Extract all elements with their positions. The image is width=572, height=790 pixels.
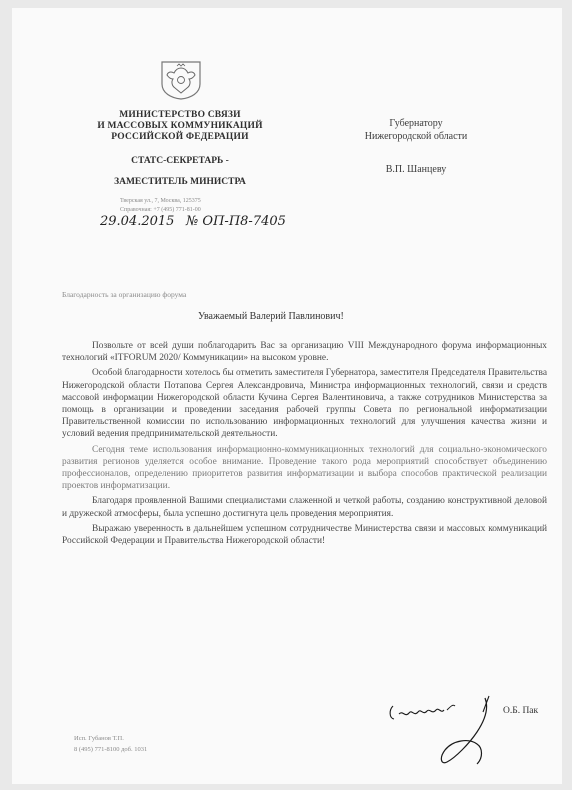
addressee-block [336,117,496,176]
registration-line [100,214,286,229]
letter-subject: Благодарность за организацию форума [62,290,187,299]
addressee-name: В.П. Шанцеву [385,164,447,175]
handwritten-signature [385,688,505,768]
sender-phone: Справочная: +7 (495) 771-81-00 [120,207,201,213]
paragraph: Выражаю уверенность в дальнейшем успешном сотрудничестве Министерства связи и массовых коммуникаций Российской Федерации и Правительства Нижегородской области! [62,523,547,547]
sender-position-2: ЗАМЕСТИТЕЛЬ МИНИСТРА [114,177,246,187]
coat-of-arms-icon [158,60,204,100]
executor-phone: 8 (495) 771-8100 доб. 1031 [74,746,148,753]
addressee-region: Нижегородской области [364,131,468,142]
paragraph: Сегодня теме использования информационно-коммуникационных технологий для социально-экономического развития регионов уделяется особое внимание. Проведение такого рода мероприятий способствует объединению профессионалов, определению приоритетов развития информатизации и выбора способов практической реализации проектов информатизации. [62,444,547,492]
signer-name: О.Б. Пак [503,706,539,716]
executor-info [74,733,147,755]
sender-position-1: СТАТС-СЕКРЕТАРЬ - [131,156,229,166]
letter-number: № ОП-П8-7405 [186,214,286,229]
ministry-line-3: РОССИЙСКОЙ ФЕДЕРАЦИИ [111,132,249,142]
addressee-title: Губернатору [389,118,443,129]
ministry-line-2: И МАССОВЫХ КОММУНИКАЦИЙ [97,121,263,131]
ministry-line-1: МИНИСТЕРСТВО СВЯЗИ [119,110,241,120]
sender-address: Тверская ул., 7, Москва, 125375 [120,198,201,204]
paragraph: Позвольте от всей души поблагодарить Вас за организацию VIII Международного форума информационных технологий «ITFORUM 2020/ Коммуникации» на высоком уровне. [62,341,547,364]
executor-name: Исп. Губанов Т.П. [74,735,124,742]
letter-date: 29.04.2015 [100,214,175,229]
letter-body [62,340,547,550]
ministry-name [88,110,272,143]
paragraph: Особой благодарности хотелось бы отметить заместителя Губернатора, заместителя Председателя Правительства Нижегородской области Потапова Сергея Александровича, Министра информационных технологий, связи и средств массовой информации Нижегородской области Кучина Сергея Валентиновича, а также сотрудников Министерства за помощь в организации и проведении заседания рабочей группы Совета по региональной информатизации Правительственной комиссии по использованию информационных технологий для улучшения качества жизни и условий ведения предпринимательской деятельности. [62,368,547,440]
salutation: Уважаемый Валерий Павлинович! [198,311,344,322]
paragraph: Благодаря проявленной Вашими специалистами слаженной и четкой работы, созданию конструктивной деловой и дружеской атмосферы, была успешно достигнута цель проведения мероприятия. [62,496,547,519]
